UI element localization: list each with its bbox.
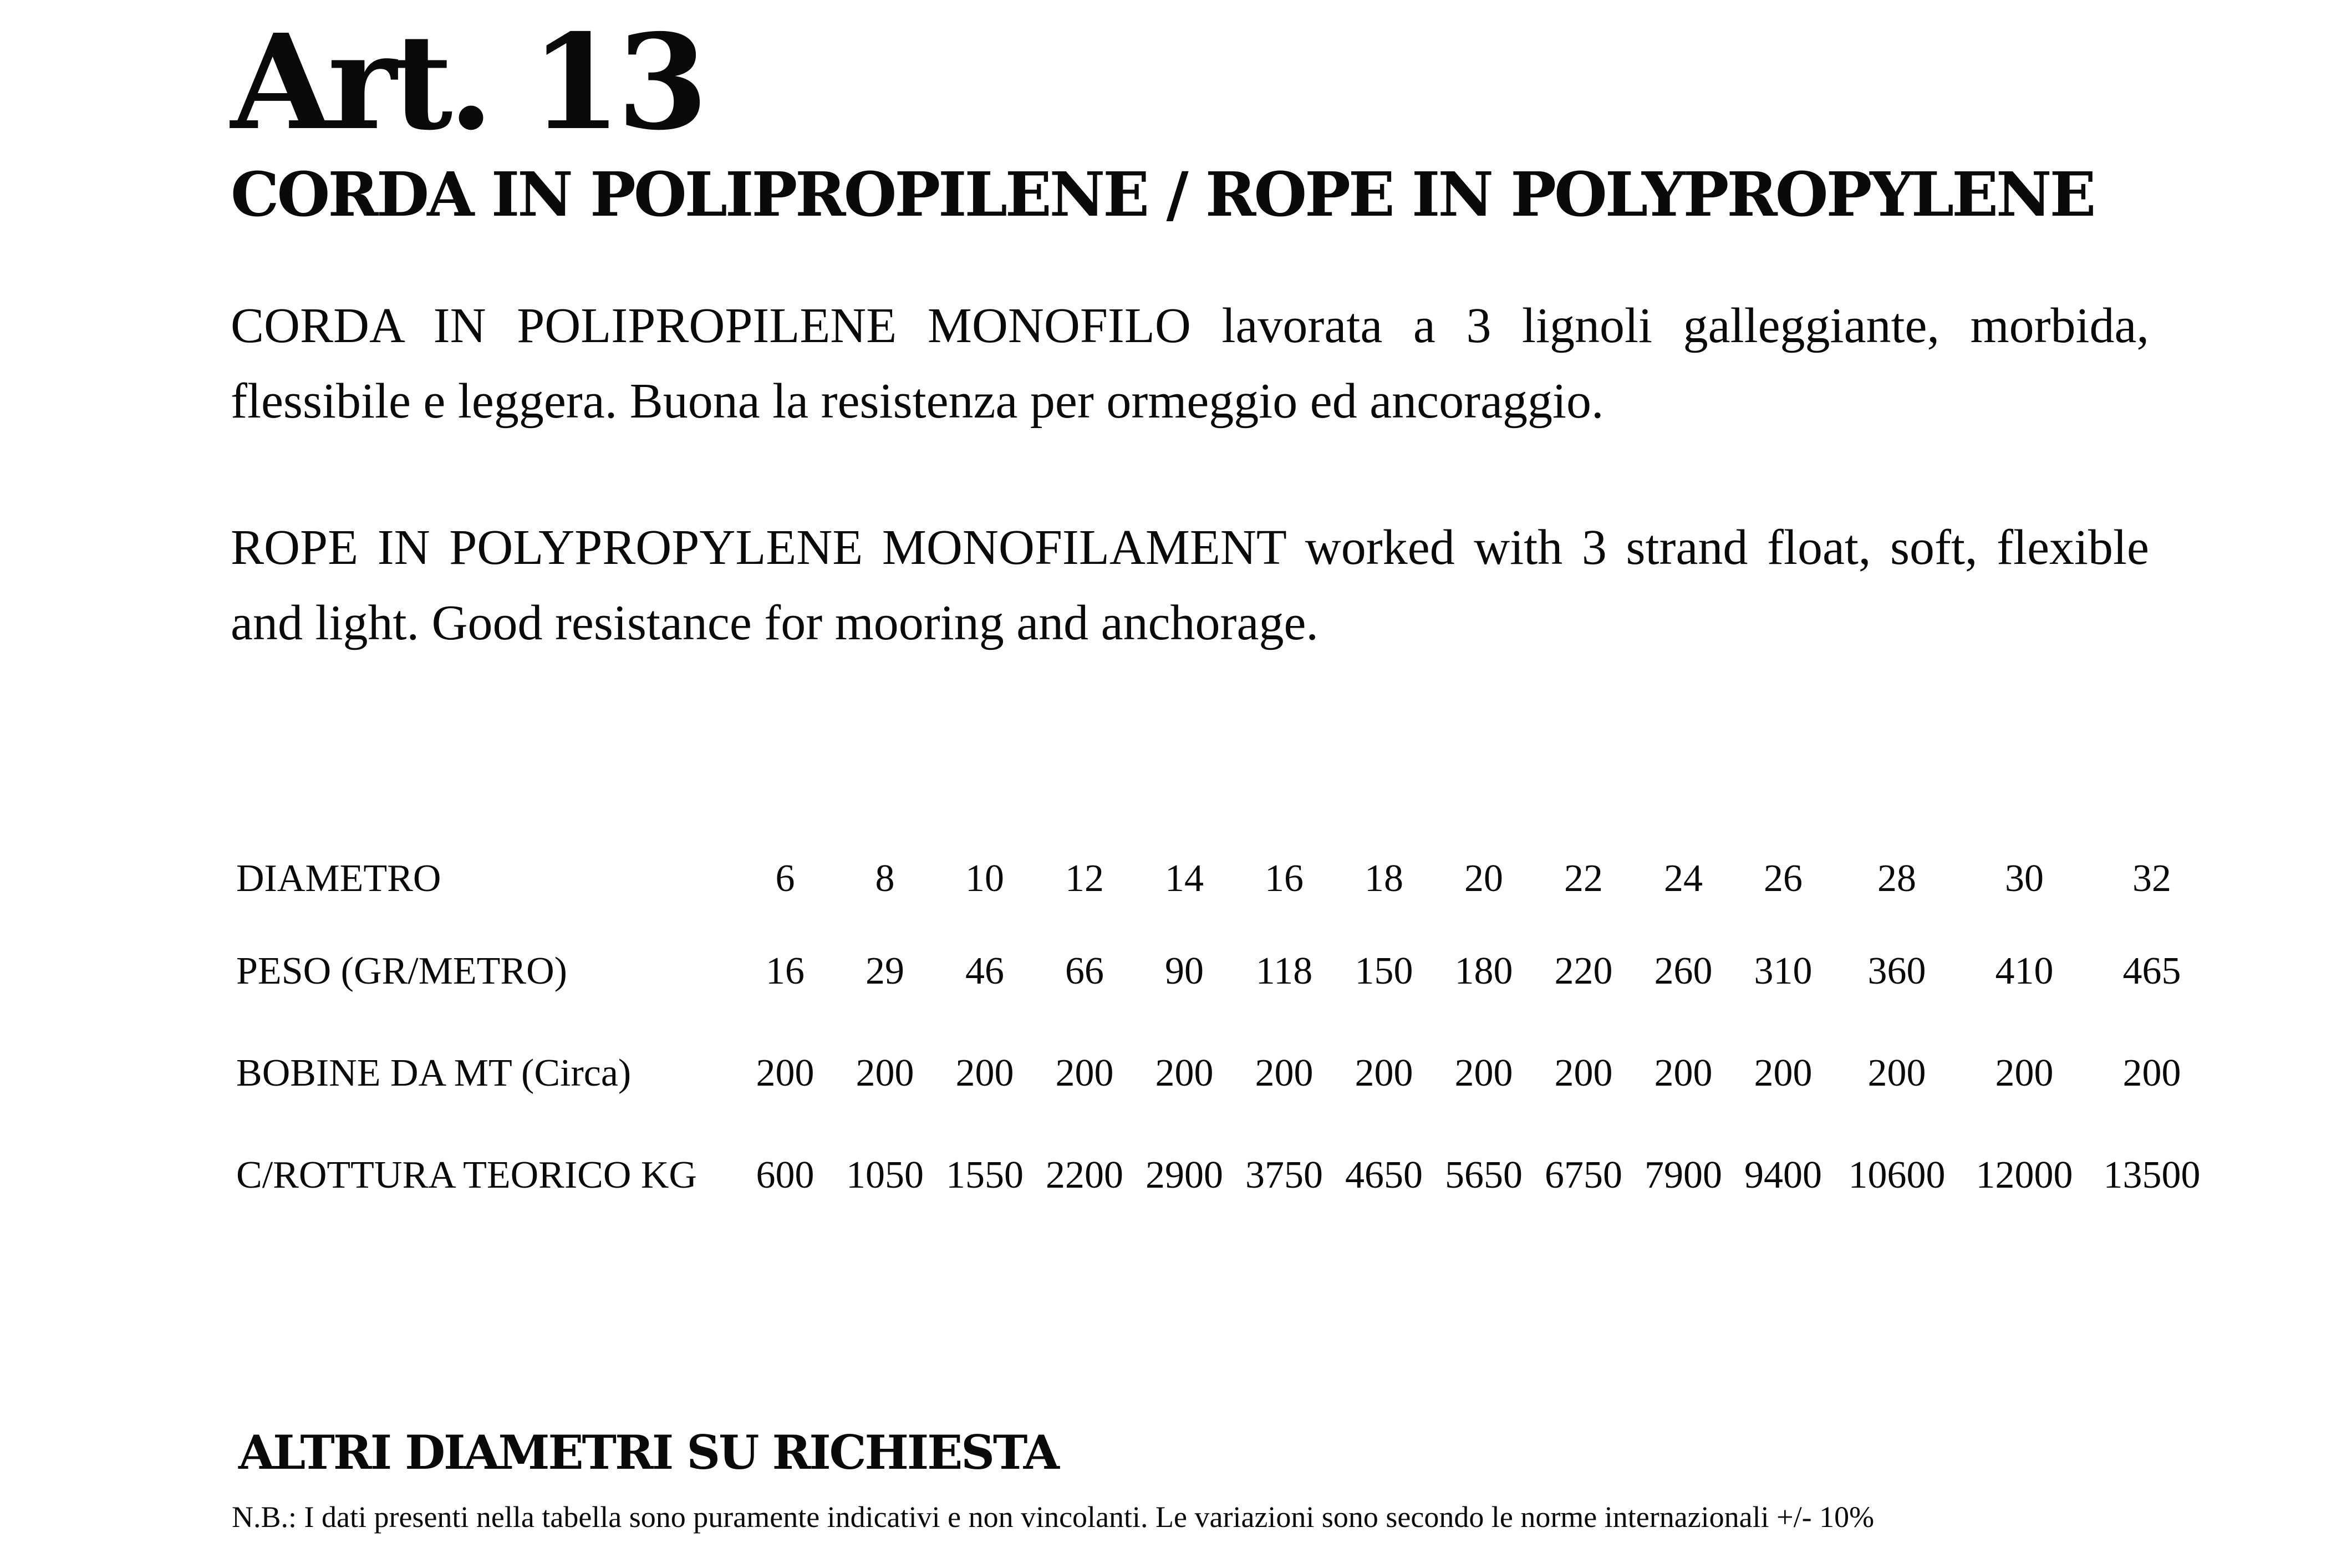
table-cell: 28 bbox=[1877, 857, 1916, 900]
table-cell: 1050 bbox=[846, 1154, 924, 1197]
table-cell: 14 bbox=[1165, 857, 1204, 900]
table-cell: 2200 bbox=[1046, 1154, 1123, 1197]
table-cell: 200 bbox=[856, 1052, 914, 1094]
table-cell: 13500 bbox=[2103, 1154, 2201, 1197]
table-cell: 16 bbox=[766, 950, 805, 992]
article-subtitle: CORDA IN POLIPROPILENE / ROPE IN POLYPROPYLENE bbox=[231, 159, 2094, 230]
table-cell: 118 bbox=[1255, 950, 1313, 992]
table-cell: 200 bbox=[2122, 1052, 2181, 1094]
table-cell: 10600 bbox=[1848, 1154, 1946, 1197]
description-english: ROPE IN POLYPROPYLENE MONOFILAMENT worked with 3 strand float, soft, flexible and light. Good resistance for mooring and anchorage. bbox=[231, 520, 2149, 650]
table-cell: 260 bbox=[1654, 950, 1713, 992]
table-cell: 10 bbox=[965, 857, 1004, 900]
table-cell: 12 bbox=[1065, 857, 1104, 900]
table-cell: 200 bbox=[1355, 1052, 1413, 1094]
table-cell: 200 bbox=[1255, 1052, 1314, 1094]
table-cell: 360 bbox=[1867, 950, 1926, 992]
table-row bbox=[236, 920, 2216, 1022]
table-row bbox=[236, 1022, 2216, 1124]
table-cell: 8 bbox=[875, 857, 895, 900]
table-cell: 22 bbox=[1564, 857, 1603, 900]
table-cell: 200 bbox=[1454, 1052, 1513, 1094]
table-cell: 180 bbox=[1454, 950, 1513, 992]
table-cell: 200 bbox=[756, 1052, 814, 1094]
table-cell: 200 bbox=[1055, 1052, 1114, 1094]
table-cell: 200 bbox=[1995, 1052, 2054, 1094]
row-label: DIAMETRO bbox=[236, 857, 441, 900]
table-cell: 200 bbox=[1155, 1052, 1214, 1094]
table-cell: 200 bbox=[1654, 1052, 1713, 1094]
table-cell: 410 bbox=[1995, 950, 2054, 992]
table-cell: 2900 bbox=[1146, 1154, 1223, 1197]
table-cell: 200 bbox=[1554, 1052, 1613, 1094]
table-cell: 12000 bbox=[1976, 1154, 2073, 1197]
table-cell: 16 bbox=[1265, 857, 1304, 900]
table-cell: 66 bbox=[1065, 950, 1104, 992]
table-cell: 200 bbox=[955, 1052, 1014, 1094]
table-cell: 220 bbox=[1554, 950, 1613, 992]
table-cell: 150 bbox=[1355, 950, 1413, 992]
table-cell: 6750 bbox=[1545, 1154, 1622, 1197]
disclaimer: N.B.: I dati presenti nella tabella sono puramente indicativi e non vincolanti. Le variazioni sono secondo le norme internazionali +/- 10% bbox=[232, 1500, 1875, 1534]
article-title: Art. 13 bbox=[231, 5, 704, 159]
specifications-table-body bbox=[236, 837, 2216, 1226]
row-label: C/ROTTURA TEORICO KG bbox=[236, 1154, 697, 1197]
table-cell: 3750 bbox=[1245, 1154, 1323, 1197]
specifications-table bbox=[236, 837, 2216, 1226]
table-cell: 7900 bbox=[1645, 1154, 1722, 1197]
table-cell: 24 bbox=[1664, 857, 1703, 900]
table-cell: 30 bbox=[2005, 857, 2044, 900]
row-label: BOBINE DA MT (Circa) bbox=[236, 1052, 632, 1094]
table-cell: 200 bbox=[1754, 1052, 1813, 1094]
table-cell: 1550 bbox=[946, 1154, 1024, 1197]
table-cell: 32 bbox=[2132, 857, 2171, 900]
table-cell: 6 bbox=[775, 857, 795, 900]
table-cell: 600 bbox=[756, 1154, 814, 1197]
table-cell: 90 bbox=[1165, 950, 1204, 992]
table-cell: 9400 bbox=[1744, 1154, 1822, 1197]
table-cell: 26 bbox=[1764, 857, 1803, 900]
table-cell: 20 bbox=[1464, 857, 1503, 900]
other-diameters-note: ALTRI DIAMETRI SU RICHIESTA bbox=[238, 1425, 1058, 1480]
table-cell: 200 bbox=[1867, 1052, 1926, 1094]
table-cell: 4650 bbox=[1345, 1154, 1423, 1197]
row-label: PESO (GR/METRO) bbox=[236, 950, 567, 992]
table-cell: 310 bbox=[1754, 950, 1813, 992]
table-cell: 29 bbox=[866, 950, 904, 992]
table-cell: 46 bbox=[965, 950, 1004, 992]
table-row bbox=[236, 1124, 2216, 1226]
table-cell: 465 bbox=[2122, 950, 2181, 992]
table-row bbox=[236, 837, 2216, 920]
description-italian: CORDA IN POLIPROPILENE MONOFILO lavorata a 3 lignoli galleggiante, morbida, flessibile e leggera. Buona la resistenza per ormeggio ed ancoraggio. bbox=[231, 298, 2149, 429]
table-cell: 18 bbox=[1365, 857, 1403, 900]
table-cell: 5650 bbox=[1445, 1154, 1523, 1197]
